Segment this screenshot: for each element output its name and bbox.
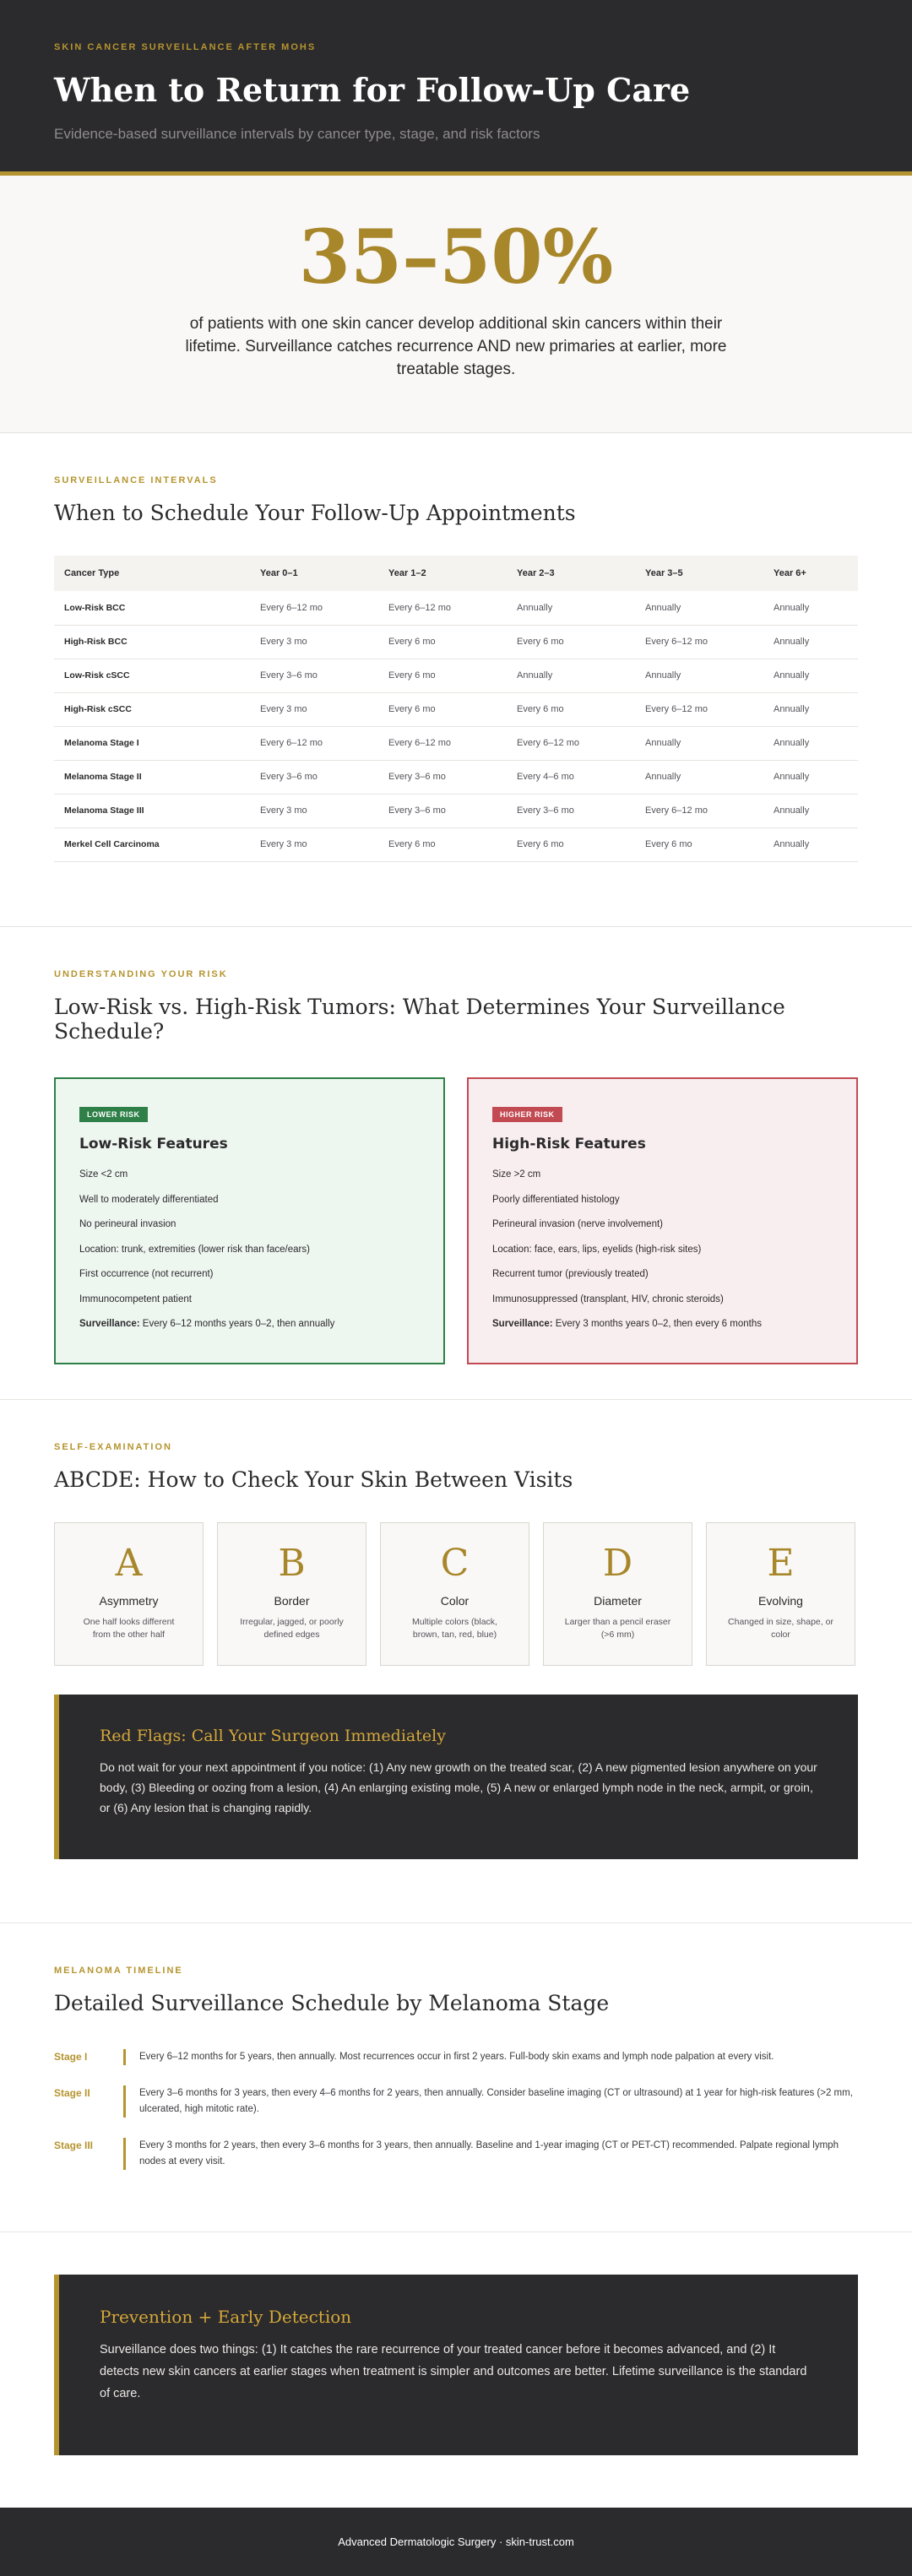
red-flags-title: Red Flags: Call Your Surgeon Immediately [100,1727,446,1745]
abcde-desc: Changed in size, shape, or color [728,1617,833,1640]
table-cell: Every 3 mo [250,692,378,726]
table-header: Year 2–3 [517,568,555,578]
table-row [54,726,858,760]
stage-text: Every 3–6 months for 3 years, then every 4–6 months for 2 years, then annually. Consider baseline imaging (CT or ultrasound) at 1 year for high-risk features (>2 mm, ulcerated, high mitotic rate). [123,2085,858,2118]
high-risk-surveillance [492,1312,833,1337]
stage-text: Every 6–12 months for 5 years, then annually. Most recurrences occur in first 2 years. Full-body skin exams and lymph node palpation at every visit. [123,2049,858,2065]
table-cell: Every 3 mo [250,827,378,861]
list-item: Well to moderately differentiated [79,1194,219,1205]
intervals-eyebrow: SURVEILLANCE INTERVALS [54,475,218,485]
table-cell: Annually [763,591,858,625]
risk-section [0,927,912,1400]
surveillance-text: Every 3 months years 0–2, then every 6 months [552,1319,762,1329]
list-item: First occurrence (not recurrent) [79,1269,214,1279]
table-cell: Every 6–12 mo [507,726,635,760]
abcde-name: Color [440,1594,470,1608]
list-item: Perineural invasion (nerve involvement) [492,1219,663,1229]
abcde-eyebrow: SELF-EXAMINATION [54,1442,172,1452]
table-row [54,794,858,827]
low-risk-list [79,1163,420,1337]
table-header: Cancer Type [64,568,120,578]
prevention-title: Prevention + Early Detection [100,2307,352,2327]
table-cell: Every 6 mo [378,692,507,726]
table-cell: Every 4–6 mo [507,760,635,794]
surveillance-text: Every 6–12 months years 0–2, then annually [139,1319,335,1329]
low-risk-surveillance [79,1312,420,1337]
melanoma-eyebrow: MELANOMA TIMELINE [54,1966,183,1976]
stat-callout [0,176,912,433]
table-cell: Every 6 mo [378,625,507,659]
table-header: Year 6+ [774,568,806,578]
table-cell: Annually [635,760,763,794]
prevention-text: Surveillance does two things: (1) It catches the rare recurrence of your treated cancer before it becomes advanced, and (2) It detects new skin cancers at earlier stages when treatment is simpler and outcomes are better. Lifetime surveillance is the standard of care. [100,2343,807,2400]
list-item: Recurrent tumor (previously treated) [492,1269,649,1279]
table-row [54,692,858,726]
list-item: Size >2 cm [492,1169,541,1180]
risk-title: Low-Risk vs. High-Risk Tumors: What Determines Your Surveillance Schedule? [54,995,785,1044]
table-cell-type: High-Risk cSCC [54,692,250,726]
abcde-card-b [217,1522,366,1666]
stage-list [54,2049,858,2170]
stage-item [54,2049,858,2065]
abcde-name: Diameter [594,1594,642,1608]
hero-header [0,0,912,176]
table-cell: Annually [763,625,858,659]
page-footer [0,2508,912,2576]
abcde-cards [54,1522,858,1666]
stat-value: 35–50% [298,213,614,301]
table-cell: Every 3 mo [250,794,378,827]
list-item: Immunosuppressed (transplant, HIV, chronic steroids) [492,1293,724,1304]
table-header: Year 3–5 [645,568,683,578]
list-item: Size <2 cm [79,1169,128,1180]
stat-description: of patients with one skin cancer develop additional skin cancers within their lifetime. Surveillance catches recurrence AND new primaries at earlier, more treatable stages. [185,315,727,378]
stage-label: Stage I [54,2051,88,2063]
low-risk-card [54,1077,445,1364]
abcde-desc: Larger than a pencil eraser (>6 mm) [564,1617,671,1640]
stage-item [54,2085,858,2118]
table-cell-type: Low-Risk BCC [54,591,250,625]
abcde-letter: E [767,1542,795,1585]
table-cell: Every 6–12 mo [378,726,507,760]
intervals-title: When to Schedule Your Follow-Up Appointments [54,501,576,525]
red-flags-text: Do not wait for your next appointment if you notice: (1) Any new growth on the treated scar, (2) A new pigmented lesion anywhere on your body, (3) Bleeding or oozing from a lesion, (4) An enlarging existing mole, (5) A new or enlarged lymph node in the neck, armpit, or groin, or (6) Any lesion that is changing rapidly. [100,1760,817,1814]
table-cell: Every 3–6 mo [507,794,635,827]
table-cell: Every 6–12 mo [635,625,763,659]
prevention-callout [54,2275,858,2455]
high-risk-list [492,1163,833,1337]
abcde-letter: B [278,1542,306,1585]
abcde-name: Evolving [758,1594,803,1608]
prevention-section [0,2232,912,2508]
stage-label: Stage III [54,2139,94,2151]
surveillance-label: Surveillance: [79,1319,140,1329]
table-cell: Annually [635,726,763,760]
table-header: Year 1–2 [388,568,426,578]
table-cell: Annually [507,659,635,692]
table-row [54,625,858,659]
abcde-desc: Multiple colors (black, brown, tan, red, blue) [412,1617,497,1640]
table-header-row [54,556,858,591]
risk-cards [54,1077,858,1364]
table-cell: Every 3–6 mo [378,794,507,827]
table-cell: Annually [763,760,858,794]
stage-item [54,2138,858,2170]
table-cell: Annually [763,659,858,692]
table-cell: Every 3–6 mo [378,760,507,794]
table-cell: Every 6–12 mo [250,591,378,625]
table-cell-type: Merkel Cell Carcinoma [54,827,250,861]
table-cell: Every 6–12 mo [635,692,763,726]
list-item: Location: face, ears, lips, eyelids (high-risk sites) [492,1244,702,1255]
table-cell: Every 6 mo [507,827,635,861]
red-flags-callout [54,1695,858,1859]
hero-eyebrow: SKIN CANCER SURVEILLANCE AFTER MOHS [54,42,317,52]
table-cell: Annually [635,591,763,625]
abcde-section [0,1400,912,1923]
abcde-name: Border [274,1594,310,1608]
abcde-letter: C [440,1542,470,1585]
table-row [54,760,858,794]
melanoma-timeline-section [0,1923,912,2232]
table-cell: Every 6–12 mo [378,591,507,625]
table-cell: Annually [763,794,858,827]
abcde-card-a [54,1522,204,1666]
table-cell: Every 6 mo [378,659,507,692]
table-cell: Annually [763,827,858,861]
low-risk-title: Low-Risk Features [79,1136,228,1152]
footer-text: Advanced Dermatologic Surgery · skin-trust.com [338,2535,574,2548]
table-cell: Annually [635,659,763,692]
table-cell-type: Melanoma Stage II [54,760,250,794]
melanoma-title: Detailed Surveillance Schedule by Melanoma Stage [54,1991,610,2015]
table-cell: Annually [763,726,858,760]
table-cell: Every 6–12 mo [250,726,378,760]
table-cell: Every 6 mo [378,827,507,861]
risk-eyebrow: UNDERSTANDING YOUR RISK [54,969,228,979]
table-cell: Every 6 mo [635,827,763,861]
intervals-table [54,556,858,862]
abcde-card-e [706,1522,855,1666]
table-cell: Every 6 mo [507,625,635,659]
abcde-letter: A [115,1542,143,1585]
table-row [54,591,858,625]
table-cell-type: Melanoma Stage III [54,794,250,827]
table-row [54,827,858,861]
stage-label: Stage II [54,2087,90,2099]
low-risk-badge: LOWER RISK [79,1107,148,1122]
page-subtitle: Evidence-based surveillance intervals by cancer type, stage, and risk factors [54,126,540,142]
table-cell-type: Melanoma Stage I [54,726,250,760]
abcde-name: Asymmetry [99,1594,159,1608]
list-item: Location: trunk, extremities (lower risk than face/ears) [79,1244,310,1255]
table-cell: Every 3–6 mo [250,760,378,794]
abcde-letter: D [602,1542,633,1585]
page-title: When to Return for Follow-Up Care [54,71,691,109]
table-row [54,659,858,692]
high-risk-title: High-Risk Features [492,1136,646,1152]
high-risk-card [467,1077,858,1364]
table-cell: Annually [763,692,858,726]
table-cell-type: High-Risk BCC [54,625,250,659]
list-item: Immunocompetent patient [79,1293,192,1304]
surveillance-intervals-section [0,433,912,927]
high-risk-badge: HIGHER RISK [492,1107,562,1122]
abcde-desc: Irregular, jagged, or poorly defined edges [240,1617,344,1640]
table-header: Year 0–1 [260,568,298,578]
table-cell: Every 3–6 mo [250,659,378,692]
list-item: Poorly differentiated histology [492,1194,620,1205]
table-cell: Every 3 mo [250,625,378,659]
abcde-desc: One half looks different from the other half [83,1617,175,1640]
list-item: No perineural invasion [79,1219,176,1229]
table-cell: Every 6 mo [507,692,635,726]
surveillance-label: Surveillance: [492,1319,553,1329]
table-cell: Every 6–12 mo [635,794,763,827]
table-cell: Annually [507,591,635,625]
table-cell-type: Low-Risk cSCC [54,659,250,692]
stage-text: Every 3 months for 2 years, then every 3–6 months for 3 years, then annually. Baseline and 1-year imaging (CT or PET-CT) recommended. Palpate regional lymph nodes at every visit. [123,2138,858,2170]
abcde-title: ABCDE: How to Check Your Skin Between Visits [54,1467,573,1492]
abcde-card-c [380,1522,529,1666]
abcde-card-d [543,1522,692,1666]
